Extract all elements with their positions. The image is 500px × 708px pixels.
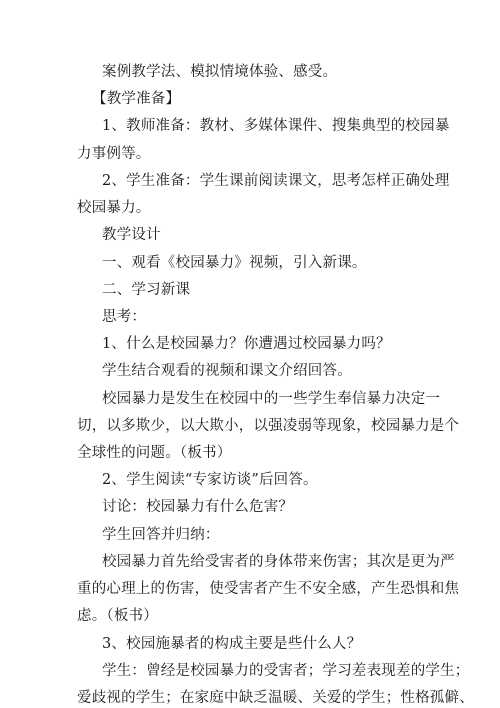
text-line: 讨论：校园暴力有什么危害？ xyxy=(102,499,294,515)
text-line: 2、学生准备：学生课前阅读课文，思考怎样正确处理 xyxy=(102,173,450,189)
section-heading: 教学设计 xyxy=(102,227,161,243)
text-line: 案例教学法、模拟情境体验、感受。 xyxy=(102,64,338,80)
text-line: 校园暴力。 xyxy=(77,200,151,216)
text-line: 全球性的问题。（板书） xyxy=(77,445,232,461)
text-line: 一、观看《校园暴力》视频，引入新课。 xyxy=(102,255,367,271)
text-line: 重的心理上的伤害，使受害者产生不安全感，产生恐惧和焦 xyxy=(77,581,460,597)
text-line: 2、学生阅读“专家访谈”后回答。 xyxy=(102,472,318,488)
text-line: 二、学习新课 xyxy=(102,282,191,298)
text-line: 学生回答并归纳： xyxy=(102,527,220,543)
text-line: 校园暴力首先给受害者的身体带来伤害；其次是更为严 xyxy=(102,554,455,570)
text-line: 爱歧视的学生；在家庭中缺乏温暖、关爱的学生；性格孤僻、 xyxy=(77,690,474,706)
text-line: 1、什么是校园暴力？你遭遇过校园暴力吗？ xyxy=(102,336,391,352)
text-line: 虑。（板书） xyxy=(77,608,158,624)
text-line: 3、校园施暴者的构成主要是些什么人？ xyxy=(102,636,362,652)
section-heading: 【教学准备】 xyxy=(92,91,181,107)
text-line: 学生结合观看的视频和课文介绍回答。 xyxy=(102,363,352,379)
text-line: 思考： xyxy=(102,309,147,325)
text-line: 切，以多欺少，以大欺小，以强凌弱等现象，校园暴力是个 xyxy=(77,418,460,434)
text-line: 1、教师准备：教材、多媒体课件、搜集典型的校园暴 xyxy=(102,118,450,134)
text-line: 校园暴力是发生在校园中的一些学生奉信暴力决定一 xyxy=(102,391,441,407)
text-line: 力事例等。 xyxy=(77,146,151,162)
text-line: 学生：曾经是校园暴力的受害者；学习差表现差的学生； xyxy=(102,663,470,679)
